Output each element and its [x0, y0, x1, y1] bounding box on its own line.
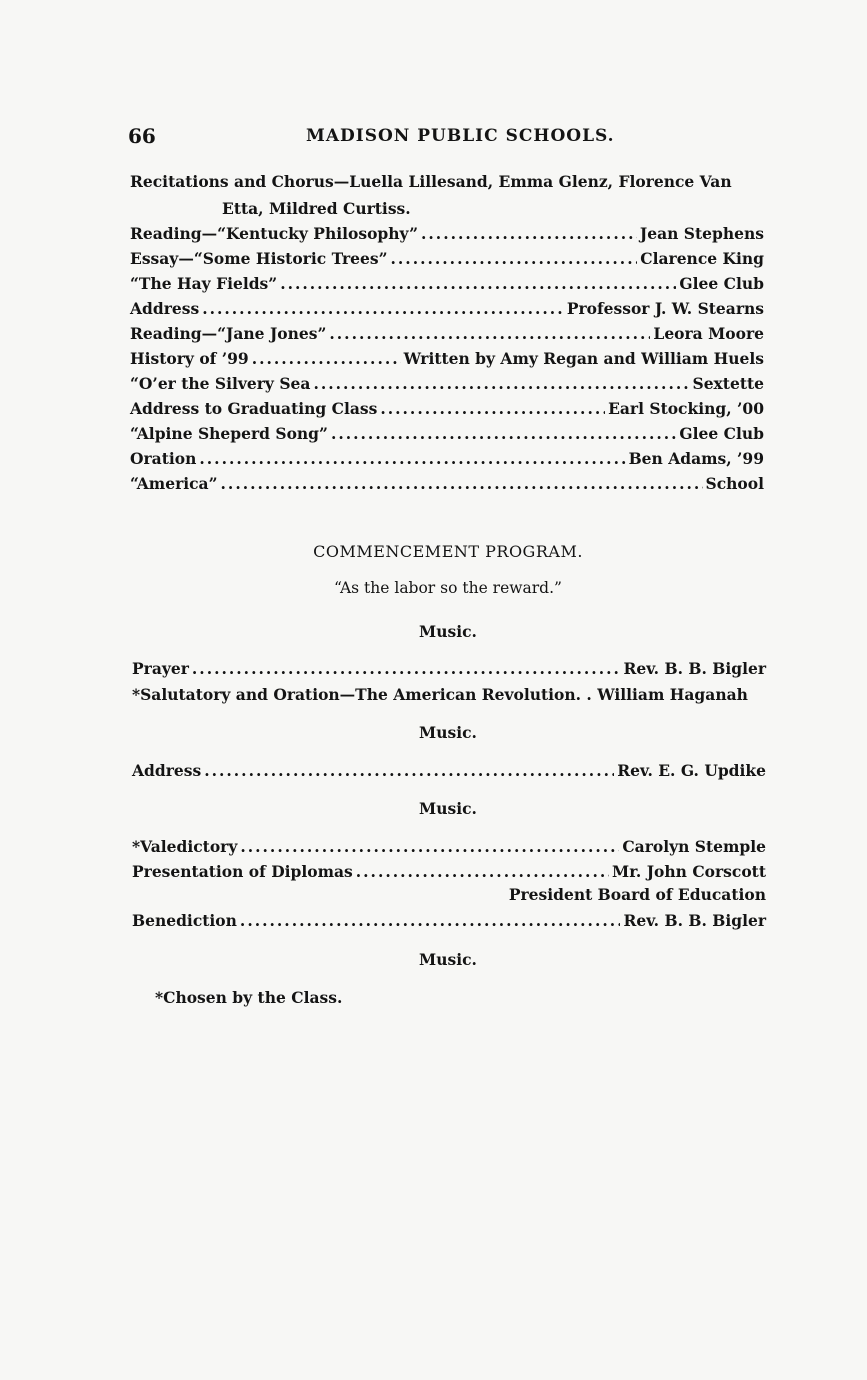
item-title: *Valedictory — [132, 837, 238, 856]
program-item — [130, 324, 764, 348]
item-performer: Glee Club — [679, 274, 764, 293]
page-header — [128, 124, 764, 152]
music-heading: Music. — [419, 723, 477, 742]
program-item — [130, 299, 764, 323]
leader-dots — [421, 224, 637, 243]
item-performer: Mr. John Corscott — [612, 862, 766, 881]
footnote: *Chosen by the Class. — [155, 988, 343, 1007]
leader-dots — [204, 761, 614, 780]
item-performer: Sextette — [692, 374, 764, 393]
item-title: Oration — [130, 449, 197, 468]
item-performer: Clarence King — [640, 249, 764, 268]
leader-dots — [331, 424, 676, 443]
leader-dots — [391, 249, 638, 268]
music-heading: Music. — [419, 950, 477, 969]
item-performer: Professor J. W. Stearns — [566, 299, 764, 318]
leader-dots — [199, 449, 625, 468]
leader-dots — [380, 399, 605, 418]
item-title: “O’er the Silvery Sea — [130, 374, 311, 393]
item-title: Address to Graduating Class — [130, 399, 378, 418]
leader-dots — [240, 837, 619, 856]
item-title: Address — [132, 761, 202, 780]
running-head: MADISON PUBLIC SCHOOLS. — [306, 126, 615, 146]
leader-dots — [202, 299, 564, 318]
program-item-valedictory — [132, 837, 766, 861]
program-item-salutatory: *Salutatory and Oration—The American Revolution. . William Haganah — [132, 685, 748, 704]
item-performer: Ben Adams, ’99 — [628, 449, 764, 468]
item-title: Reading—“Jane Jones” — [130, 324, 327, 343]
item-performer: Jean Stephens — [639, 224, 764, 243]
commencement-motto: “As the labor so the reward.” — [334, 579, 562, 597]
program-item — [130, 274, 764, 298]
commencement-title: COMMENCEMENT PROGRAM. — [313, 542, 583, 561]
item-title: “The Hay Fields” — [130, 274, 278, 293]
recitations-line-2: Etta, Mildred Curtiss. — [222, 199, 411, 218]
program-item — [130, 474, 764, 498]
item-title: Address — [130, 299, 200, 318]
leader-dots — [221, 474, 703, 493]
program-item-prayer — [132, 659, 766, 683]
diplomas-presenter-title: President Board of Education — [508, 885, 766, 904]
item-title: Prayer — [132, 659, 189, 678]
program-item — [130, 374, 764, 398]
item-performer: Leora Moore — [653, 324, 764, 343]
item-performer: Rev. B. B. Bigler — [623, 911, 766, 930]
program-item — [130, 224, 764, 248]
item-performer: School — [705, 474, 764, 493]
program-item — [130, 349, 764, 373]
item-title: History of ’99 — [130, 349, 249, 368]
item-title: Reading—“Kentucky Philosophy” — [130, 224, 419, 243]
program-item — [130, 424, 764, 448]
recitations-line-1: Recitations and Chorus—Luella Lillesand, Emma Glenz, Florence Van — [130, 172, 732, 191]
music-heading: Music. — [419, 622, 477, 641]
item-performer: Earl Stocking, ’00 — [608, 399, 764, 418]
item-title: Essay—“Some Historic Trees” — [130, 249, 388, 268]
leader-dots — [192, 659, 621, 678]
leader-dots — [280, 274, 676, 293]
page-number: 66 — [128, 124, 156, 148]
item-title: Presentation of Diplomas — [132, 862, 353, 881]
leader-dots — [252, 349, 401, 368]
program-item-diplomas — [132, 862, 766, 886]
item-title: “Alpine Sheperd Song” — [130, 424, 328, 443]
program-item-address — [132, 761, 766, 785]
program-item — [130, 249, 764, 273]
program-item-benediction — [132, 911, 766, 935]
program-item — [130, 399, 764, 423]
item-performer: Carolyn Stemple — [622, 837, 766, 856]
music-heading: Music. — [419, 799, 477, 818]
item-performer: Rev. E. G. Updike — [617, 761, 766, 780]
item-performer: Glee Club — [679, 424, 764, 443]
item-title: “America” — [130, 474, 218, 493]
item-performer: Written by Amy Regan and William Huels — [403, 349, 764, 368]
leader-dots — [329, 324, 650, 343]
program-item — [130, 449, 764, 473]
leader-dots — [240, 911, 621, 930]
leader-dots — [313, 374, 689, 393]
item-performer: Rev. B. B. Bigler — [623, 659, 766, 678]
leader-dots — [356, 862, 609, 881]
item-title: Benediction — [132, 911, 237, 930]
